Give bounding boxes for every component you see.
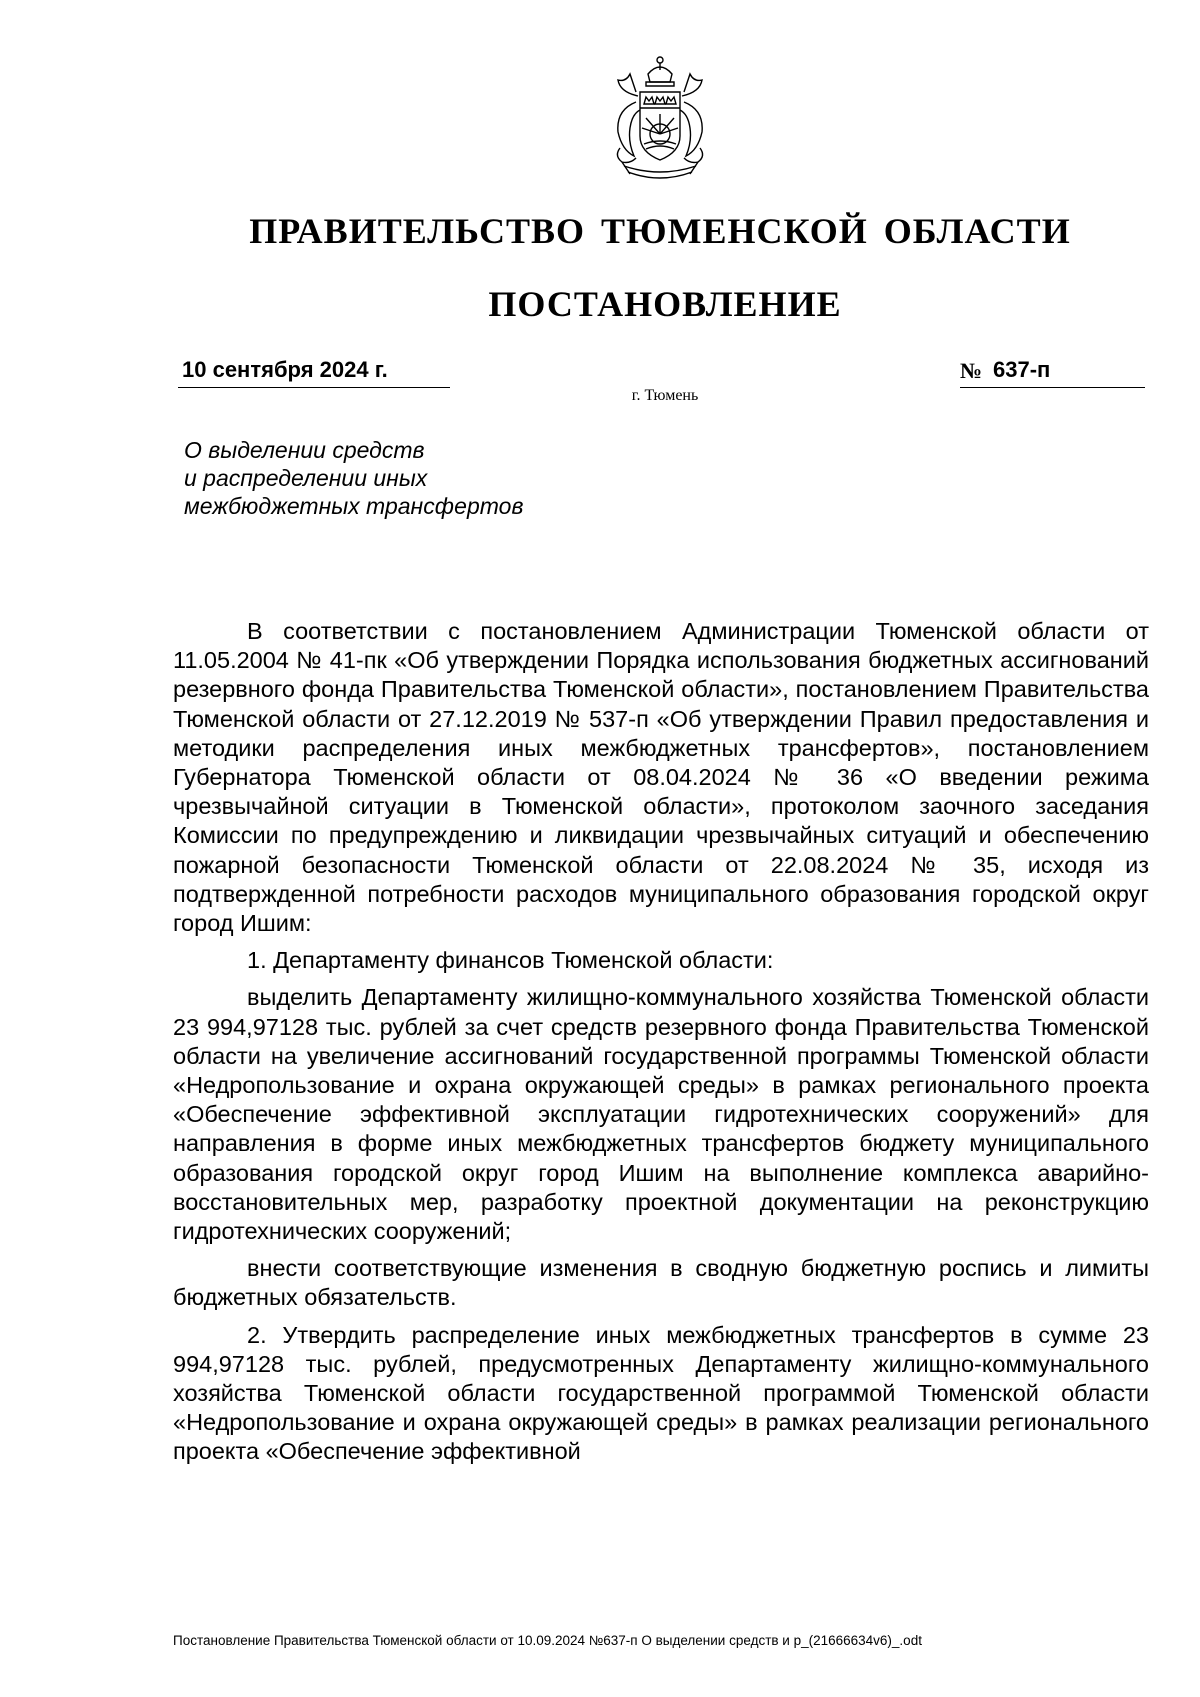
government-name: ПРАВИТЕЛЬСТВО ТЮМЕНСКОЙ ОБЛАСТИ [249, 211, 1071, 251]
city-name: г. Тюмень [631, 387, 699, 404]
number-underline [960, 357, 1145, 388]
document-number: 637-п [993, 357, 1051, 382]
document-body [173, 617, 1149, 1475]
document-type: ПОСТАНОВЛЕНИЕ [488, 284, 842, 324]
subject-line: О выделении средств [184, 437, 425, 463]
coat-of-arms-icon [600, 52, 720, 186]
subject-line: и распределении иных [184, 465, 428, 491]
number-sign: № [960, 358, 983, 383]
body-paragraph: 2. Утвердить распределение иных межбюджетных трансфертов в сумме 23 994,97128 тыс. рублей, предусмотренных Департаменту жилищно-коммунального хозяйства Тюменской области государственной программой Тюменской области «Недропользование и охрана окружающей среды» в рамках реализации регионального проекта «Обеспечение эффективной [173, 1321, 1149, 1465]
body-paragraph: 1. Департаменту финансов Тюменской области: [247, 947, 774, 974]
document-date: 10 сентября 2024 г. [182, 357, 388, 382]
body-paragraph: выделить Департаменту жилищно-коммунального хозяйства Тюменской области 23 994,97128 тыс. рублей за счет средств резервного фонда Правительства Тюменской области на увеличение ассигнований государственной программы Тюменской области «Недропользование и охрана окружающей среды» в рамках регионального проекта «Обеспечение эффективной эксплуатации гидротехнических сооружений» для направления в форме иных межбюджетных трансфертов бюджету муниципального образования городской округ город Ишим на выполнение комплекса аварийно-восстановительных мер, разработку проектной документации на реконструкцию гидротехнических сооружений; [173, 984, 1149, 1245]
subject-line: межбюджетных трансфертов [184, 493, 524, 519]
body-paragraph: внести соответствующие изменения в сводную бюджетную роспись и лимиты бюджетных обязательств. [173, 1255, 1149, 1311]
document-subject [184, 436, 523, 520]
body-paragraph: В соответствии с постановлением Администрации Тюменской области от 11.05.2004 № 41-пк «Об утверждении Порядка использования бюджетных ассигнований резервного фонда Правительства Тюменской области», постановлением Правительства Тюменской области от 27.12.2019 № 537-п «Об утверждении Правил предоставления и методики распределения иных межбюджетных трансфертов», постановлением Губернатора Тюменской области от 08.04.2024 № 36 «О введении режима чрезвычайной ситуации в Тюменской области», протоколом заочного заседания Комиссии по предупреждению и ликвидации чрезвычайных ситуаций и обеспечению пожарной безопасности Тюменской области от 22.08.2024 № 35, исходя из подтвержденной потребности расходов муниципального образования городской округ город Ишим: [173, 618, 1149, 937]
page-footer: Постановление Правительства Тюменской области от 10.09.2024 №637-п О выделении средств и р_(21666634v6)_.odt [173, 1633, 922, 1648]
